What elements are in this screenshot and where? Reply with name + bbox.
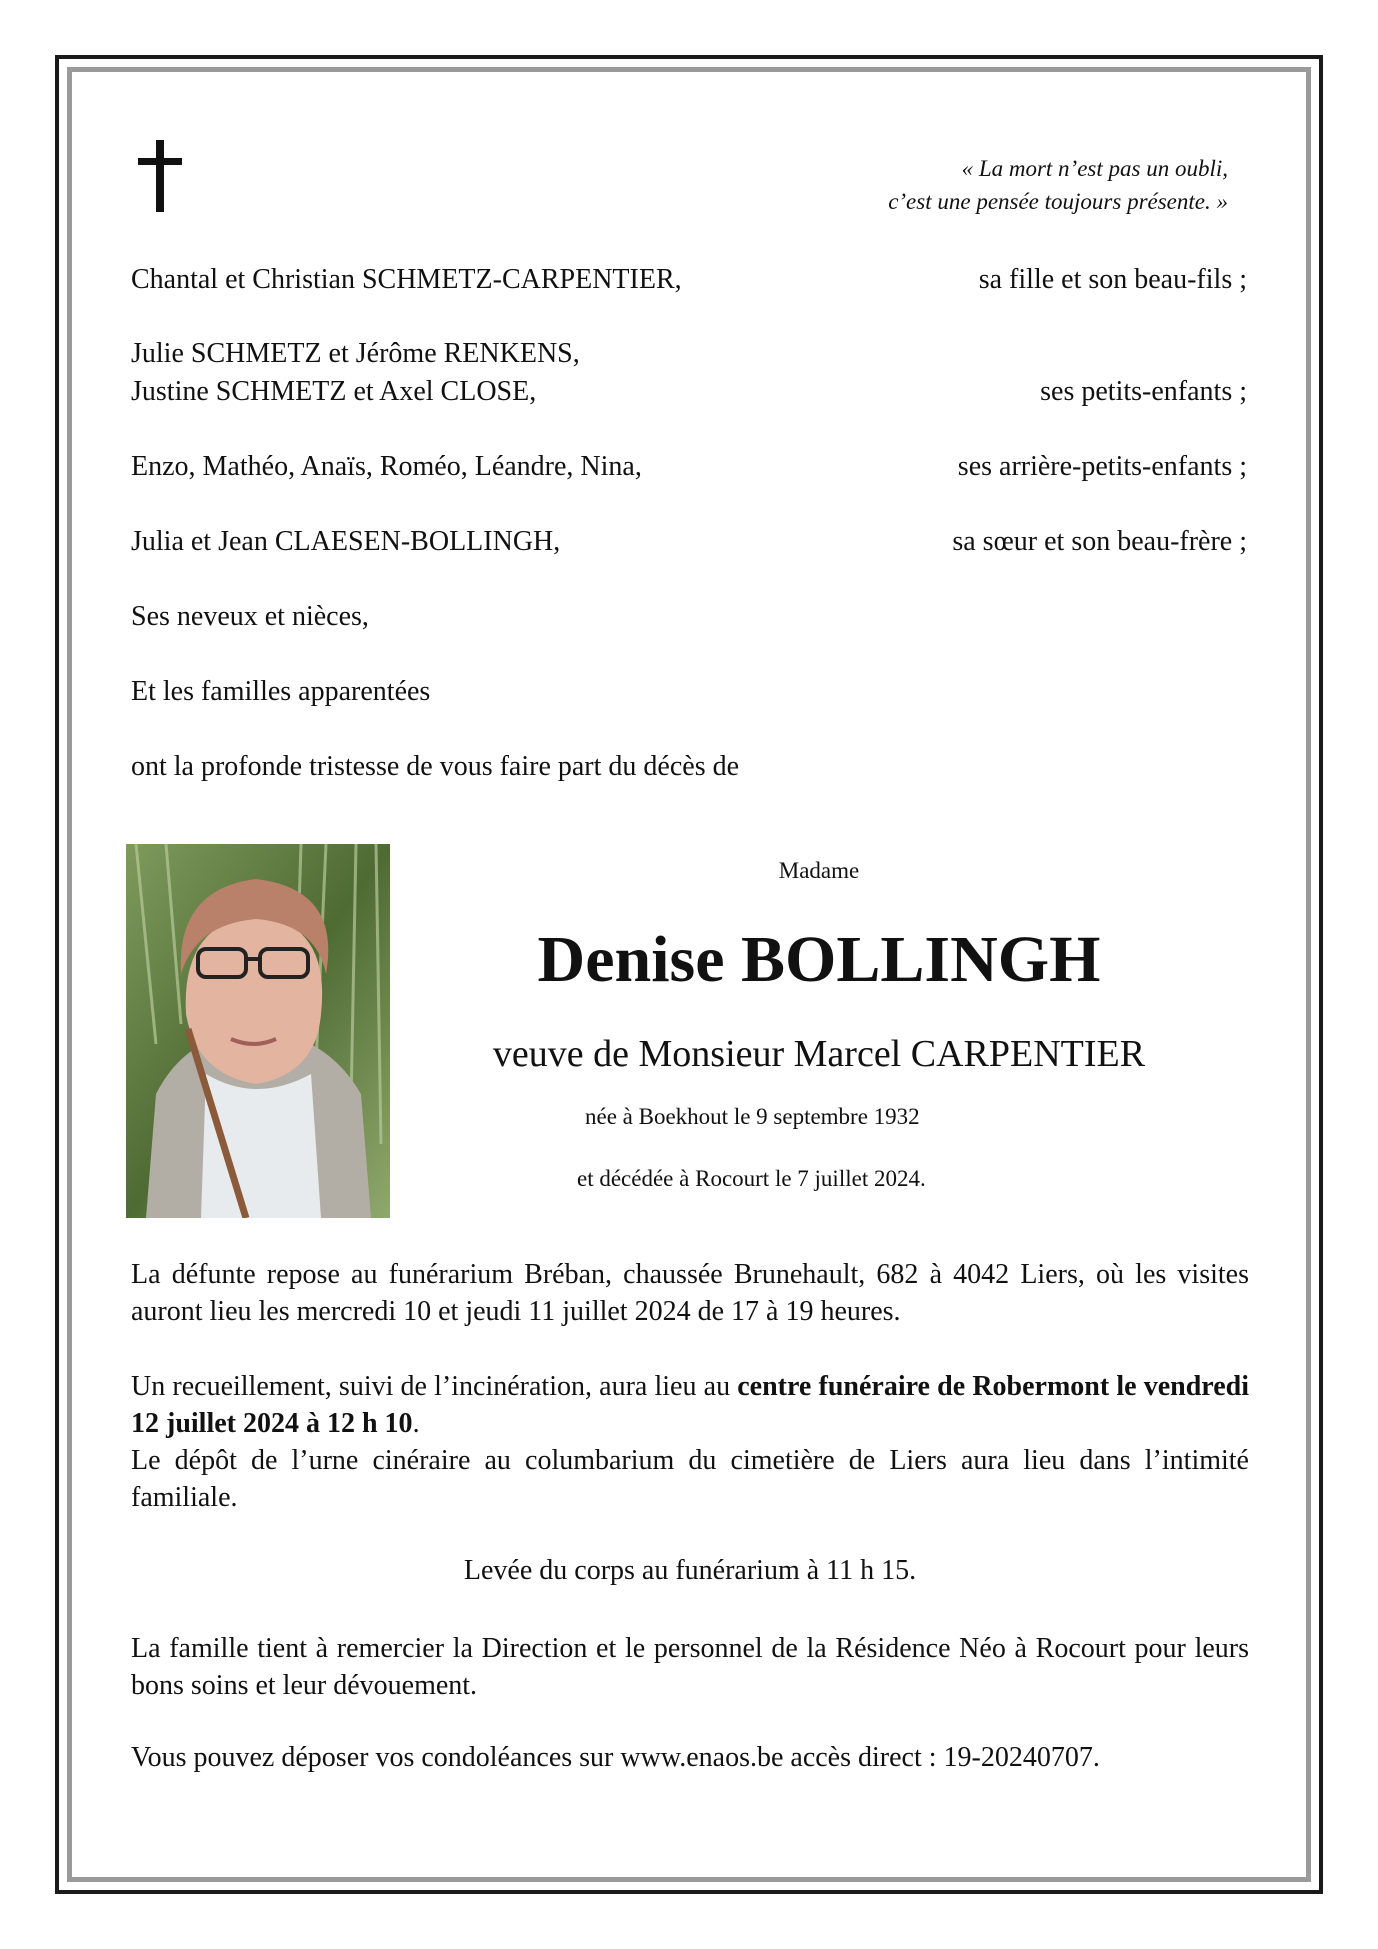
deceased-title: Madame <box>778 858 860 883</box>
families-line: Et les familles apparentées <box>131 676 431 707</box>
family-row <box>131 338 1247 374</box>
quote-line-1: « La mort n’est pas un oubli, <box>961 156 1228 181</box>
deceased-born: née à Boekhout le 9 septembre 1932 <box>585 1104 920 1129</box>
levee-line: Levée du corps au funérarium à 11 h 15. <box>463 1555 917 1586</box>
cross-icon <box>136 140 186 212</box>
family-row <box>131 451 1247 487</box>
repose-paragraph: La défunte repose au funérarium Bréban, chaussée Brunehault, 682 à 4042 Liers, où les visites auront lieu les mercredi 10 et jeudi 11 juillet 2024 de 17 à 19 heures. <box>131 1259 1249 1327</box>
family-row <box>131 264 1247 300</box>
family-names: Enzo, Mathéo, Anaïs, Roméo, Léandre, Nina, <box>131 451 642 482</box>
thanks-paragraph: La famille tient à remercier la Direction et le personnel de la Résidence Néo à Rocourt pour leurs bons soins et leur dévouement. <box>131 1633 1249 1701</box>
ceremony-intro: Un recueillement, suivi de l’incinération, aura lieu au <box>131 1371 738 1402</box>
urn-paragraph: Le dépôt de l’urne cinéraire au columbarium du cimetière de Liers aura lieu dans l’intimité familiale. <box>131 1445 1249 1513</box>
announcement-line: ont la profonde tristesse de vous faire part du décès de <box>131 751 740 782</box>
family-relation: ses petits-enfants ; <box>1040 376 1247 407</box>
family-names: Julia et Jean CLAESEN-BOLLINGH, <box>131 526 561 557</box>
quote-line-2: c’est une pensée toujours présente. » <box>888 189 1228 215</box>
deceased-died: et décédée à Rocourt le 7 juillet 2024. <box>577 1166 926 1191</box>
family-row <box>131 526 1247 562</box>
family-names: Justine SCHMETZ et Axel CLOSE, <box>131 376 537 407</box>
family-relation: ses arrière-petits-enfants ; <box>957 451 1247 482</box>
family-row <box>131 376 1247 412</box>
family-relation: sa fille et son beau-fils ; <box>978 264 1247 295</box>
nephews-line: Ses neveux et nièces, <box>131 601 369 632</box>
family-names: Julie SCHMETZ et Jérôme RENKENS, <box>131 338 580 369</box>
deceased-name: Denise BOLLINGH <box>537 923 1101 996</box>
portrait-photo <box>126 844 390 1218</box>
ceremony-end: . <box>412 1408 420 1439</box>
epigraph-quote <box>888 152 1228 219</box>
ceremony-paragraph <box>131 1368 1249 1442</box>
family-relation: sa sœur et son beau-frère ; <box>952 526 1247 557</box>
family-names: Chantal et Christian SCHMETZ-CARPENTIER, <box>131 264 682 295</box>
deceased-widow-of: veuve de Monsieur Marcel CARPENTIER <box>492 1033 1146 1075</box>
ceremony-venue-date: centre funéraire de Robermont le vendredi 12 juillet 2024 à 12 h 10 <box>131 1371 1250 1439</box>
condolences-line: Vous pouvez déposer vos condoléances sur www.enaos.be accès direct : 19-20240707. <box>131 1742 1100 1773</box>
